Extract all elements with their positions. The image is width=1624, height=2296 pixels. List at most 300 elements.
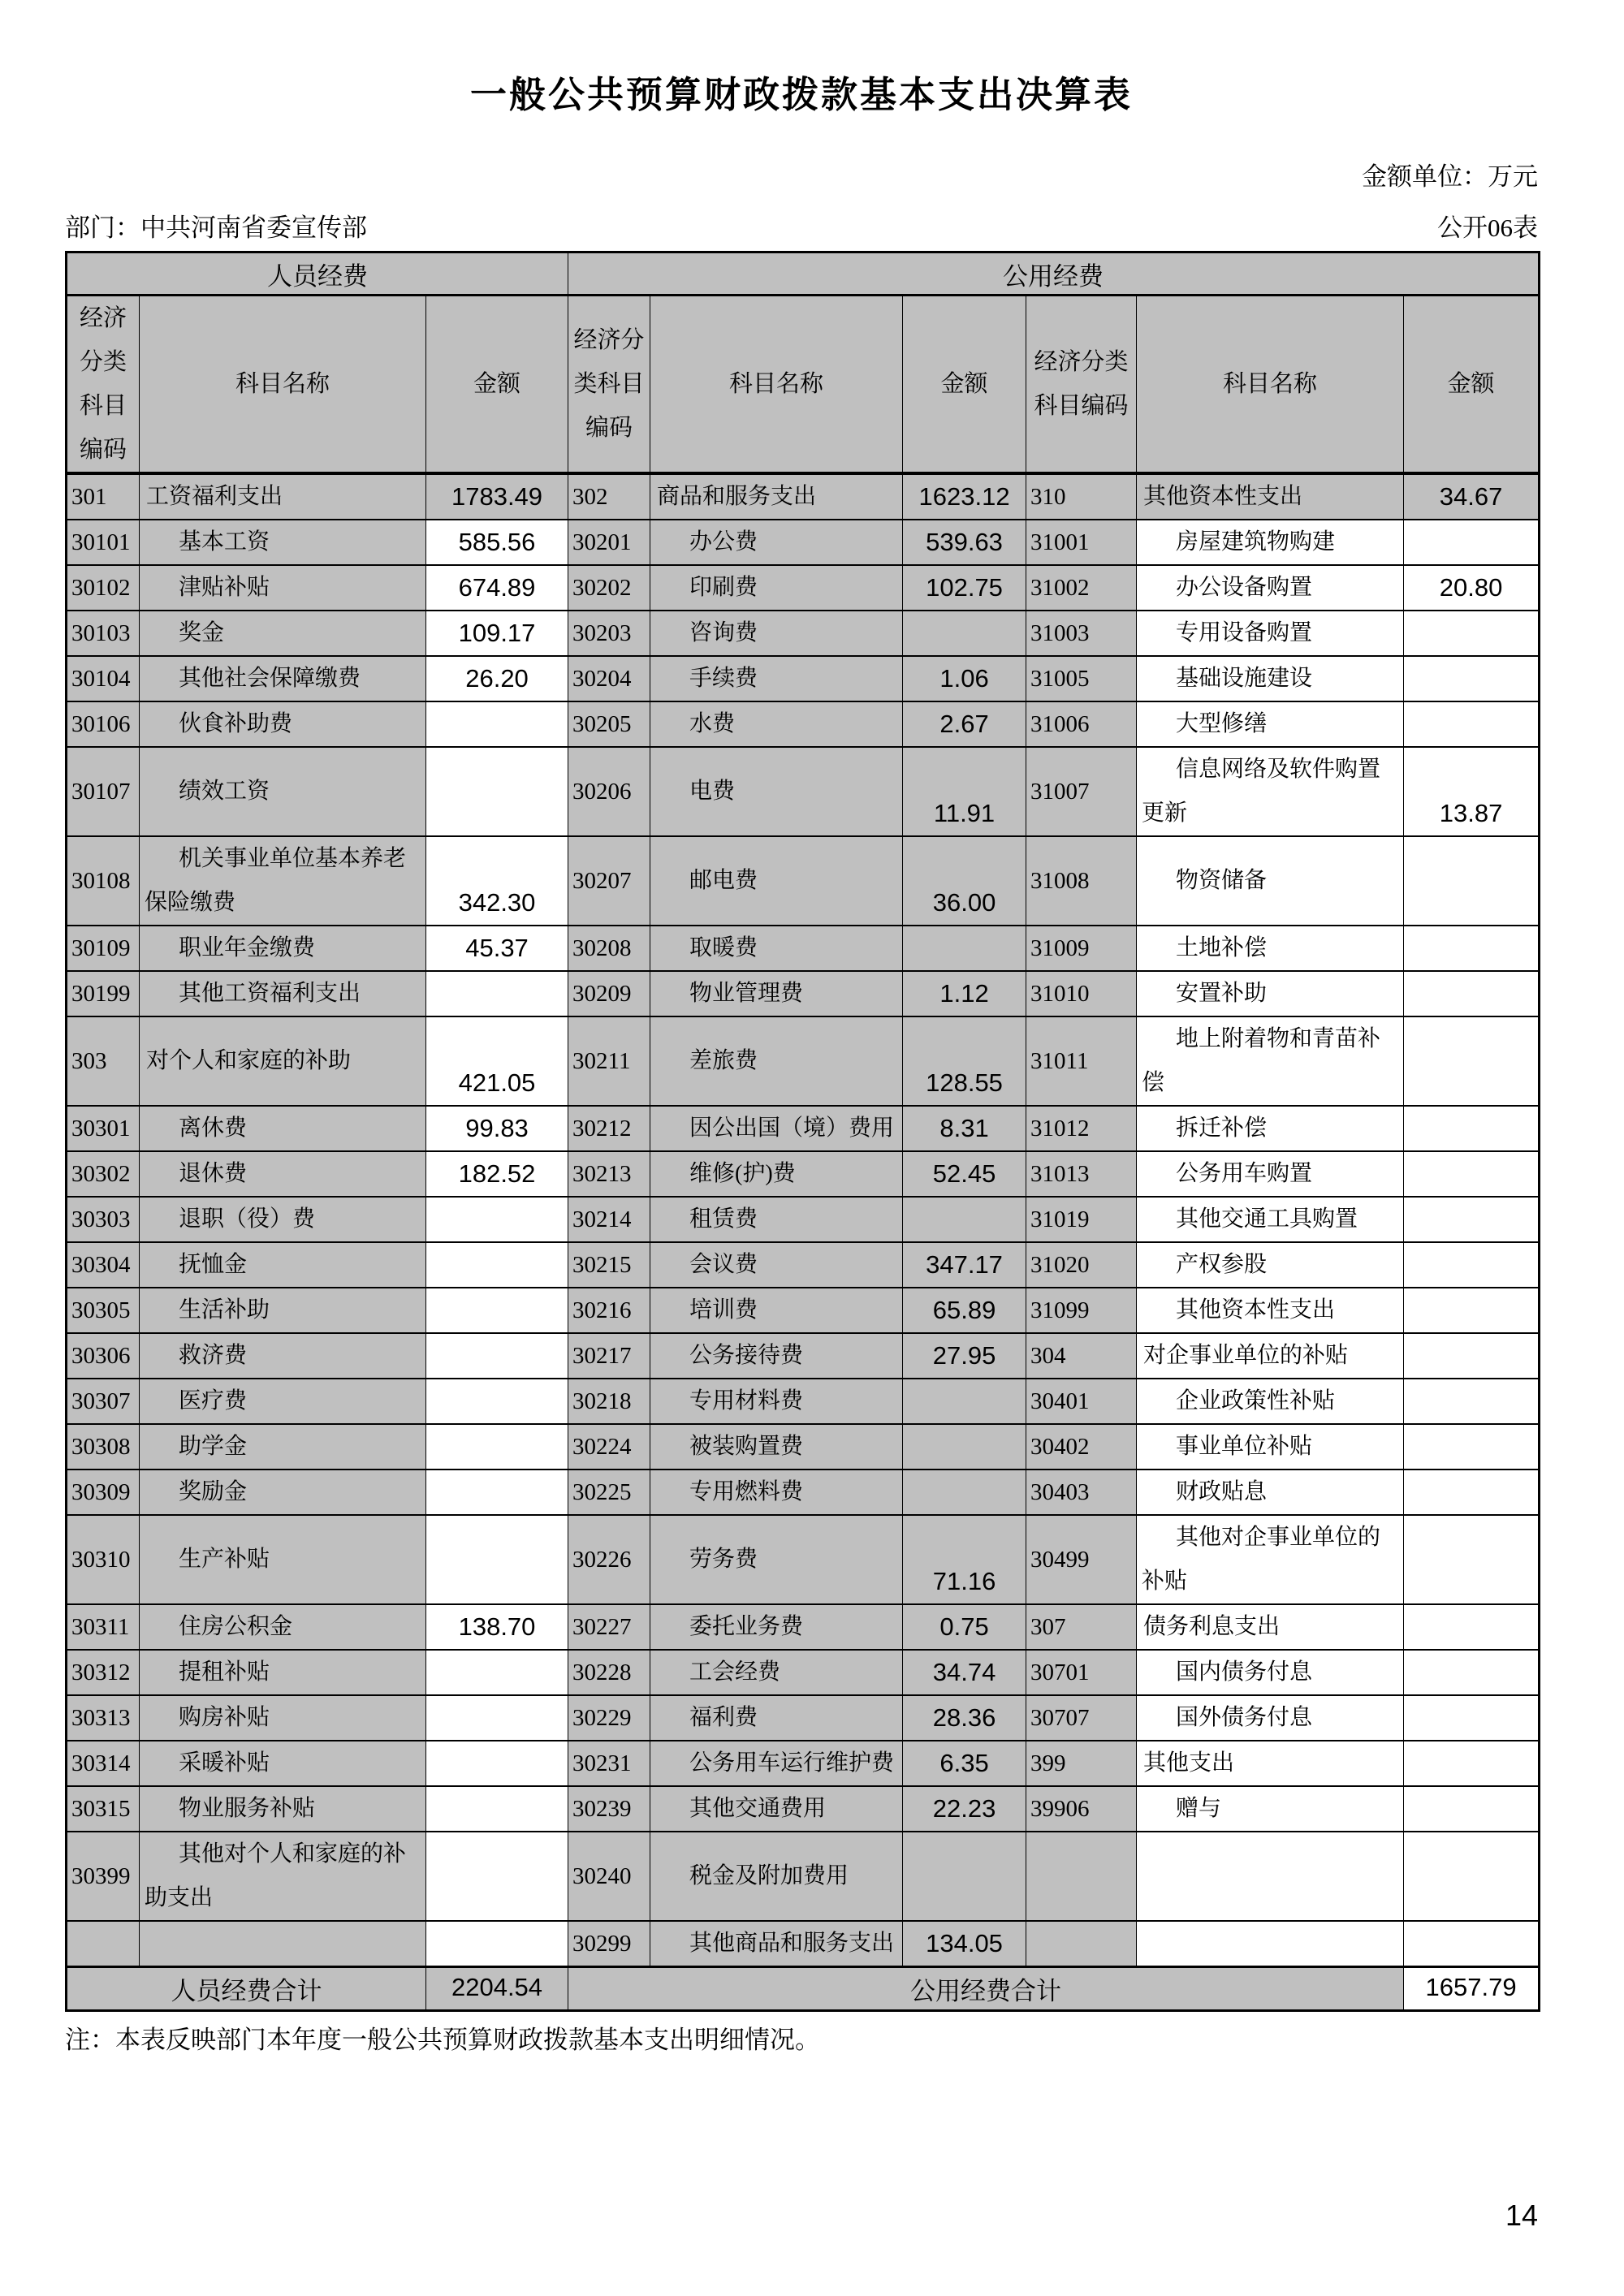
table-row [67, 1288, 1540, 1333]
subheader-row [65, 215, 1538, 240]
cell-amount: 34.67 [1404, 473, 1540, 520]
personnel-total-amount: 2204.54 [426, 1967, 568, 2011]
cell-code: 30307 [67, 1379, 140, 1424]
cell-name: 专用燃料费 [650, 1470, 903, 1515]
cell-amount: 45.37 [426, 926, 568, 971]
cell-amount [1404, 1604, 1540, 1650]
cell-amount [426, 1470, 568, 1515]
column-header-name: 科目名称 [650, 296, 903, 474]
cell-name: 手续费 [650, 656, 903, 701]
cell-name: 伙食补助费 [140, 701, 426, 747]
cell-amount [1404, 1151, 1540, 1197]
cell-code: 30301 [67, 1106, 140, 1151]
cell-amount [1404, 1515, 1540, 1604]
cell-name: 绩效工资 [140, 747, 426, 836]
cell-amount [1404, 1288, 1540, 1333]
column-header-amount: 金额 [1404, 296, 1540, 474]
cell-amount: 36.00 [903, 836, 1026, 926]
cell-amount: 109.17 [426, 611, 568, 656]
cell-code: 30204 [568, 656, 650, 701]
table-row [67, 971, 1540, 1016]
amount-unit-note: 金额单位：万元 [1362, 162, 1538, 191]
table-row [67, 611, 1540, 656]
cell-code: 310 [1026, 473, 1137, 520]
cell-amount [903, 926, 1026, 971]
cell-amount: 342.30 [426, 836, 568, 926]
cell-code: 30310 [67, 1515, 140, 1604]
table-row [67, 1604, 1540, 1650]
cell-amount: 347.17 [903, 1242, 1026, 1288]
table-row [67, 565, 1540, 611]
column-header-amount: 金额 [903, 296, 1026, 474]
cell-amount [426, 701, 568, 747]
cell-amount [1404, 1333, 1540, 1379]
cell-amount: 421.05 [426, 1016, 568, 1106]
cell-name: 福利费 [650, 1695, 903, 1741]
cell-name: 奖励金 [140, 1470, 426, 1515]
cell-code: 31001 [1026, 520, 1137, 565]
cell-amount [426, 1197, 568, 1242]
cell-amount [1404, 1106, 1540, 1151]
cell-name: 拆迁补偿 [1137, 1106, 1404, 1151]
cell-amount: 0.75 [903, 1604, 1026, 1650]
cell-code: 30103 [67, 611, 140, 656]
cell-code: 30211 [568, 1016, 650, 1106]
cell-code: 30313 [67, 1695, 140, 1741]
cell-amount [903, 611, 1026, 656]
cell-code: 30399 [67, 1832, 140, 1921]
cell-code: 31012 [1026, 1106, 1137, 1151]
cell-code: 30315 [67, 1786, 140, 1832]
table-row [67, 1786, 1540, 1832]
cell-name: 大型修缮 [1137, 701, 1404, 747]
cell-code: 30302 [67, 1151, 140, 1197]
table-row [67, 1650, 1540, 1695]
cell-code: 31005 [1026, 656, 1137, 701]
cell-amount: 99.83 [426, 1106, 568, 1151]
cell-code: 31007 [1026, 747, 1137, 836]
cell-code: 31013 [1026, 1151, 1137, 1197]
cell-name: 债务利息支出 [1137, 1604, 1404, 1650]
cell-name: 住房公积金 [140, 1604, 426, 1650]
cell-amount: 8.31 [903, 1106, 1026, 1151]
cell-amount: 34.74 [903, 1650, 1026, 1695]
cell-code [67, 1921, 140, 1967]
cell-name: 专用材料费 [650, 1379, 903, 1424]
cell-name: 其他交通工具购置 [1137, 1197, 1404, 1242]
cell-amount: 138.70 [426, 1604, 568, 1650]
cell-code: 399 [1026, 1741, 1137, 1786]
cell-name [1137, 1921, 1404, 1967]
cell-code: 30208 [568, 926, 650, 971]
cell-amount [426, 1695, 568, 1741]
cell-name: 采暖补贴 [140, 1741, 426, 1786]
cell-name: 抚恤金 [140, 1242, 426, 1288]
cell-code: 31010 [1026, 971, 1137, 1016]
cell-name: 其他资本性支出 [1137, 473, 1404, 520]
cell-amount [426, 1288, 568, 1333]
column-header-code: 经济分类科目编码 [1026, 296, 1137, 474]
group-header-public: 公用经费 [568, 252, 1540, 296]
table-row [67, 1106, 1540, 1151]
cell-name: 助学金 [140, 1424, 426, 1470]
cell-code: 30314 [67, 1741, 140, 1786]
table-row [67, 1333, 1540, 1379]
cell-code: 30240 [568, 1832, 650, 1921]
table-footnote: 注：本表反映部门本年度一般公共预算财政拨款基本支出明细情况。 [65, 2026, 820, 2054]
cell-name: 国外债务付息 [1137, 1695, 1404, 1741]
cell-code: 30108 [67, 836, 140, 926]
table-row [67, 926, 1540, 971]
cell-code: 30214 [568, 1197, 650, 1242]
table-row [67, 473, 1540, 520]
cell-amount: 13.87 [1404, 747, 1540, 836]
cell-name: 其他对企事业单位的补贴 [1137, 1515, 1404, 1604]
table-row [67, 1197, 1540, 1242]
cell-code: 30499 [1026, 1515, 1137, 1604]
page-title: 一般公共预算财政拨款基本支出决算表 [469, 75, 1133, 115]
table-row [67, 656, 1540, 701]
cell-code: 30203 [568, 611, 650, 656]
cell-code: 30228 [568, 1650, 650, 1695]
cell-code: 30239 [568, 1786, 650, 1832]
cell-amount [1404, 926, 1540, 971]
cell-amount [426, 1379, 568, 1424]
cell-name: 电费 [650, 747, 903, 836]
cell-amount: 1783.49 [426, 473, 568, 520]
cell-code: 31020 [1026, 1242, 1137, 1288]
cell-amount [426, 1832, 568, 1921]
cell-name: 邮电费 [650, 836, 903, 926]
cell-code: 30107 [67, 747, 140, 836]
cell-code: 30102 [67, 565, 140, 611]
totals-row [67, 1967, 1540, 2011]
cell-name: 津贴补贴 [140, 565, 426, 611]
cell-code: 30402 [1026, 1424, 1137, 1470]
cell-name: 财政贴息 [1137, 1470, 1404, 1515]
cell-code: 30306 [67, 1333, 140, 1379]
cell-amount: 134.05 [903, 1921, 1026, 1967]
cell-amount: 182.52 [426, 1151, 568, 1197]
table-row [67, 1242, 1540, 1288]
table-row [67, 1741, 1540, 1786]
cell-name: 公务用车购置 [1137, 1151, 1404, 1197]
cell-name [140, 1921, 426, 1967]
cell-name: 会议费 [650, 1242, 903, 1288]
cell-code [1026, 1921, 1137, 1967]
cell-name: 印刷费 [650, 565, 903, 611]
cell-code: 30215 [568, 1242, 650, 1288]
cell-name: 离休费 [140, 1106, 426, 1151]
cell-name: 因公出国（境）费用 [650, 1106, 903, 1151]
cell-code: 30308 [67, 1424, 140, 1470]
column-header-name: 科目名称 [140, 296, 426, 474]
cell-name: 安置补助 [1137, 971, 1404, 1016]
cell-code: 30225 [568, 1470, 650, 1515]
cell-amount [1404, 1016, 1540, 1106]
cell-amount: 11.91 [903, 747, 1026, 836]
cell-name: 退休费 [140, 1151, 426, 1197]
cell-code: 30304 [67, 1242, 140, 1288]
cell-code: 30199 [67, 971, 140, 1016]
cell-code: 31003 [1026, 611, 1137, 656]
cell-amount [426, 1786, 568, 1832]
cell-amount [1404, 1832, 1540, 1921]
cell-amount: 71.16 [903, 1515, 1026, 1604]
cell-name: 医疗费 [140, 1379, 426, 1424]
cell-amount: 27.95 [903, 1333, 1026, 1379]
cell-code: 30401 [1026, 1379, 1137, 1424]
cell-name: 商品和服务支出 [650, 473, 903, 520]
cell-amount: 102.75 [903, 565, 1026, 611]
table-row [67, 1016, 1540, 1106]
cell-amount [426, 1515, 568, 1604]
table-code-label: 公开06表 [1437, 214, 1538, 242]
cell-amount: 28.36 [903, 1695, 1026, 1741]
cell-code: 30229 [568, 1695, 650, 1741]
cell-name: 其他对个人和家庭的补助支出 [140, 1832, 426, 1921]
cell-name: 差旅费 [650, 1016, 903, 1106]
cell-name: 退职（役）费 [140, 1197, 426, 1242]
cell-code: 30403 [1026, 1470, 1137, 1515]
cell-amount: 20.80 [1404, 565, 1540, 611]
cell-name: 其他交通费用 [650, 1786, 903, 1832]
cell-amount: 6.35 [903, 1741, 1026, 1786]
cell-amount [1404, 1650, 1540, 1695]
cell-amount: 65.89 [903, 1288, 1026, 1333]
cell-name: 对个人和家庭的补助 [140, 1016, 426, 1106]
cell-name: 工会经费 [650, 1650, 903, 1695]
cell-amount: 539.63 [903, 520, 1026, 565]
cell-name: 生活补助 [140, 1288, 426, 1333]
cell-name: 房屋建筑物购建 [1137, 520, 1404, 565]
column-header-name: 科目名称 [1137, 296, 1404, 474]
cell-name: 办公设备购置 [1137, 565, 1404, 611]
cell-amount: 2.67 [903, 701, 1026, 747]
cell-code: 30305 [67, 1288, 140, 1333]
cell-name: 租赁费 [650, 1197, 903, 1242]
cell-name: 物资储备 [1137, 836, 1404, 926]
cell-code: 30206 [568, 747, 650, 836]
cell-amount [1404, 971, 1540, 1016]
table-row [67, 1515, 1540, 1604]
cell-amount: 22.23 [903, 1786, 1026, 1832]
cell-name: 基本工资 [140, 520, 426, 565]
cell-name: 对企事业单位的补贴 [1137, 1333, 1404, 1379]
cell-amount [1404, 1424, 1540, 1470]
cell-amount [426, 971, 568, 1016]
table-row [67, 1151, 1540, 1197]
cell-name: 地上附着物和青苗补偿 [1137, 1016, 1404, 1106]
cell-amount [1404, 1197, 1540, 1242]
cell-code: 30205 [568, 701, 650, 747]
cell-code: 30303 [67, 1197, 140, 1242]
cell-amount [1404, 1741, 1540, 1786]
cell-name: 生产补贴 [140, 1515, 426, 1604]
cell-name: 其他资本性支出 [1137, 1288, 1404, 1333]
cell-name: 事业单位补贴 [1137, 1424, 1404, 1470]
cell-code [1026, 1832, 1137, 1921]
column-header-row [67, 296, 1540, 474]
cell-amount: 1.06 [903, 656, 1026, 701]
cell-amount [1404, 1379, 1540, 1424]
cell-name: 咨询费 [650, 611, 903, 656]
cell-name: 国内债务付息 [1137, 1650, 1404, 1695]
cell-code: 31011 [1026, 1016, 1137, 1106]
group-header-personnel: 人员经费 [67, 252, 568, 296]
cell-code: 30312 [67, 1650, 140, 1695]
cell-code: 30218 [568, 1379, 650, 1424]
cell-code: 302 [568, 473, 650, 520]
cell-amount [1404, 611, 1540, 656]
cell-amount [1404, 1242, 1540, 1288]
cell-code: 30104 [67, 656, 140, 701]
cell-code: 30707 [1026, 1695, 1137, 1741]
table-row [67, 1379, 1540, 1424]
cell-name: 赠与 [1137, 1786, 1404, 1832]
column-header-code: 经济分类科目编码 [568, 296, 650, 474]
table-row [67, 747, 1540, 836]
cell-name: 工资福利支出 [140, 473, 426, 520]
cell-code: 30216 [568, 1288, 650, 1333]
cell-name: 公务接待费 [650, 1333, 903, 1379]
cell-name: 其他商品和服务支出 [650, 1921, 903, 1967]
cell-name: 购房补贴 [140, 1695, 426, 1741]
page [65, 0, 1538, 2233]
department-label: 部门：中共河南省委宣传部 [65, 214, 367, 242]
cell-amount: 585.56 [426, 520, 568, 565]
budget-table [65, 251, 1540, 2012]
cell-amount [426, 1921, 568, 1967]
cell-code: 30213 [568, 1151, 650, 1197]
cell-name: 专用设备购置 [1137, 611, 1404, 656]
cell-name: 其他工资福利支出 [140, 971, 426, 1016]
column-header-code: 经济分类科目编码 [67, 296, 140, 474]
cell-name: 信息网络及软件购置更新 [1137, 747, 1404, 836]
cell-amount [1404, 520, 1540, 565]
cell-amount [903, 1197, 1026, 1242]
cell-code: 30207 [568, 836, 650, 926]
table-row [67, 1921, 1540, 1967]
cell-code: 30227 [568, 1604, 650, 1650]
cell-amount [426, 1333, 568, 1379]
cell-name: 办公费 [650, 520, 903, 565]
cell-amount [426, 747, 568, 836]
cell-amount [426, 1650, 568, 1695]
cell-amount: 674.89 [426, 565, 568, 611]
cell-name: 物业管理费 [650, 971, 903, 1016]
table-row [67, 1424, 1540, 1470]
public-total-amount: 1657.79 [1404, 1967, 1540, 2011]
cell-name: 基础设施建设 [1137, 656, 1404, 701]
table-row [67, 836, 1540, 926]
cell-code: 30226 [568, 1515, 650, 1604]
cell-amount [426, 1741, 568, 1786]
cell-amount [1404, 701, 1540, 747]
cell-code: 30311 [67, 1604, 140, 1650]
cell-amount [1404, 656, 1540, 701]
table-row [67, 1832, 1540, 1921]
cell-name: 税金及附加费用 [650, 1832, 903, 1921]
cell-code: 31099 [1026, 1288, 1137, 1333]
cell-amount [1404, 836, 1540, 926]
cell-amount [903, 1832, 1026, 1921]
page-number: 14 [1505, 2199, 1538, 2233]
cell-code: 304 [1026, 1333, 1137, 1379]
personnel-total-label: 人员经费合计 [67, 1967, 426, 2011]
table-row [67, 701, 1540, 747]
cell-code: 30109 [67, 926, 140, 971]
table-row [67, 1470, 1540, 1515]
cell-code: 30231 [568, 1741, 650, 1786]
cell-amount [1404, 1921, 1540, 1967]
cell-code: 301 [67, 473, 140, 520]
cell-name: 取暖费 [650, 926, 903, 971]
cell-name: 水费 [650, 701, 903, 747]
cell-amount: 1.12 [903, 971, 1026, 1016]
cell-name: 其他支出 [1137, 1741, 1404, 1786]
cell-code: 30209 [568, 971, 650, 1016]
cell-code: 30299 [568, 1921, 650, 1967]
cell-name: 物业服务补贴 [140, 1786, 426, 1832]
cell-amount: 128.55 [903, 1016, 1026, 1106]
public-total-label: 公用经费合计 [568, 1967, 1404, 2011]
cell-name: 提租补贴 [140, 1650, 426, 1695]
cell-code: 31019 [1026, 1197, 1137, 1242]
cell-name: 产权参股 [1137, 1242, 1404, 1288]
cell-amount [426, 1424, 568, 1470]
cell-name: 机关事业单位基本养老保险缴费 [140, 836, 426, 926]
cell-code: 31002 [1026, 565, 1137, 611]
cell-code: 30202 [568, 565, 650, 611]
cell-code: 30201 [568, 520, 650, 565]
cell-code: 30701 [1026, 1650, 1137, 1695]
cell-amount: 1623.12 [903, 473, 1026, 520]
cell-code: 30212 [568, 1106, 650, 1151]
cell-name: 企业政策性补贴 [1137, 1379, 1404, 1424]
cell-amount [1404, 1470, 1540, 1515]
cell-code: 31009 [1026, 926, 1137, 971]
group-header-row [67, 252, 1540, 296]
cell-name: 土地补偿 [1137, 926, 1404, 971]
cell-name [1137, 1832, 1404, 1921]
cell-code: 303 [67, 1016, 140, 1106]
cell-code: 31008 [1026, 836, 1137, 926]
table-row [67, 1695, 1540, 1741]
cell-code: 30101 [67, 520, 140, 565]
cell-code: 30309 [67, 1470, 140, 1515]
table-row [67, 520, 1540, 565]
cell-amount [903, 1424, 1026, 1470]
cell-name: 被装购置费 [650, 1424, 903, 1470]
cell-name: 救济费 [140, 1333, 426, 1379]
cell-amount [1404, 1695, 1540, 1741]
cell-code: 30217 [568, 1333, 650, 1379]
cell-code: 307 [1026, 1604, 1137, 1650]
cell-name: 维修(护)费 [650, 1151, 903, 1197]
cell-code: 39906 [1026, 1786, 1137, 1832]
cell-name: 委托业务费 [650, 1604, 903, 1650]
cell-name: 劳务费 [650, 1515, 903, 1604]
cell-amount [1404, 1786, 1540, 1832]
cell-amount: 52.45 [903, 1151, 1026, 1197]
cell-name: 职业年金缴费 [140, 926, 426, 971]
column-header-amount: 金额 [426, 296, 568, 474]
cell-code: 30106 [67, 701, 140, 747]
cell-amount [903, 1470, 1026, 1515]
cell-name: 公务用车运行维护费 [650, 1741, 903, 1786]
cell-name: 培训费 [650, 1288, 903, 1333]
